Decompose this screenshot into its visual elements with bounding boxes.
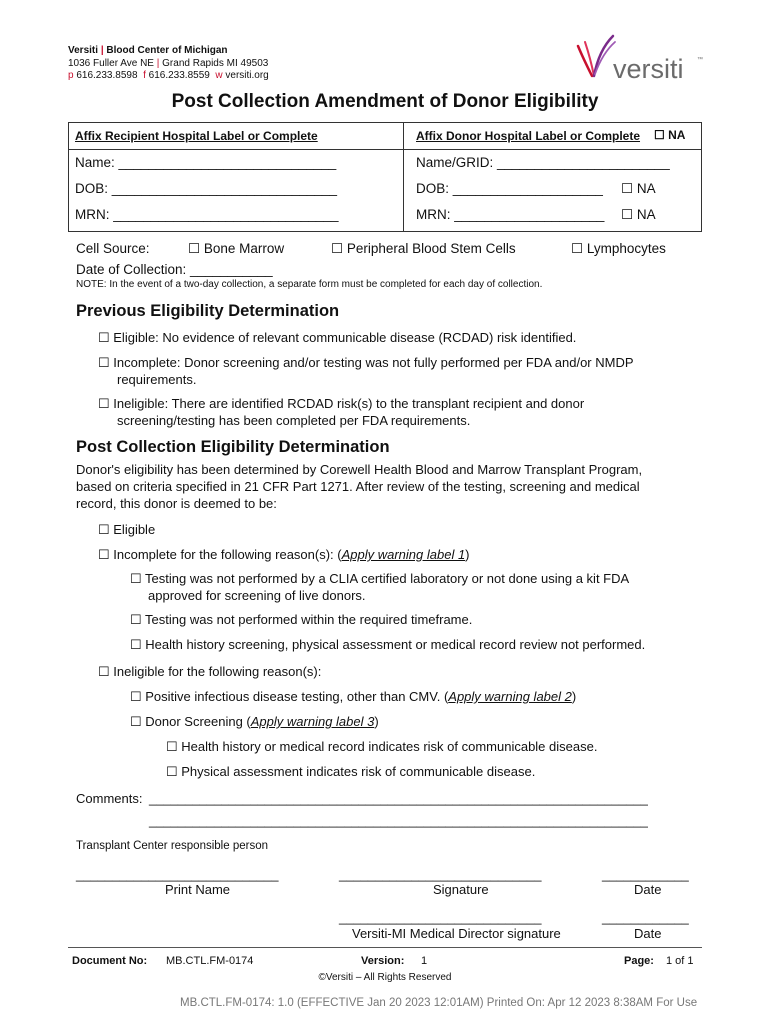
footer-rule — [68, 947, 702, 948]
signature-line[interactable]: ____________________________ — [339, 867, 542, 882]
post-intro-line-2: based on criteria specified in 21 CFR Part 1271. After review of the testing, screening and medical — [76, 479, 640, 494]
director-signature-line[interactable]: ____________________________ — [339, 910, 542, 925]
website: versiti.org — [225, 70, 269, 81]
org-line — [68, 45, 269, 58]
warning-label-3-link[interactable]: Apply warning label 3 — [250, 714, 375, 729]
org-name: Versiti — [68, 45, 99, 56]
inc-clia-checkbox[interactable]: ☐ Testing was not performed by a CLIA certified laboratory or not done using a kit FDA — [130, 571, 630, 586]
inc-history-checkbox[interactable]: ☐ Health history screening, physical assessment or medical record review not performed. — [130, 637, 646, 652]
post-ineligible-checkbox[interactable]: ☐ Ineligible for the following reason(s): — [98, 664, 322, 679]
recipient-box-heading: Affix Recipient Hospital Label or Complete — [75, 129, 318, 143]
warning-label-1-link[interactable]: Apply warning label 1 — [341, 547, 466, 562]
document-no-label: Document No: — [72, 955, 148, 967]
donor-box-heading: Affix Donor Hospital Label or Complete — [416, 129, 641, 143]
warning-label-2-link[interactable]: Apply warning label 2 — [448, 689, 572, 704]
date-label: Date — [634, 882, 662, 897]
comments-line-2[interactable]: _____________________________________________________________________ — [149, 813, 648, 828]
pbsc-checkbox[interactable]: ☐ Peripheral Blood Stem Cells — [331, 241, 516, 256]
date-of-collection-field[interactable]: Date of Collection: ___________ — [76, 262, 273, 277]
prev-eligible-checkbox[interactable]: ☐ Eligible: No evidence of relevant communicable disease (RCDAD) risk identified. — [98, 330, 577, 345]
previous-eligibility-heading: Previous Eligibility Determination — [76, 302, 340, 320]
web-prefix: w — [215, 70, 223, 81]
contact-line — [68, 70, 269, 83]
form-title: Post Collection Amendment of Donor Eligibility — [171, 91, 599, 112]
address-city: Grand Rapids MI 49503 — [162, 57, 269, 69]
address-line — [68, 58, 269, 71]
date-line[interactable]: ____________ — [602, 867, 689, 882]
two-day-note: NOTE: In the event of a two-day collection, a separate form must be completed for each day of collection. — [76, 279, 543, 290]
responsible-person-label: Transplant Center responsible person — [76, 840, 268, 852]
post-intro-line-1: Donor's eligibility has been determined by Corewell Health Blood and Marrow Transplant Program, — [76, 462, 643, 477]
signature-label: Signature — [433, 882, 489, 897]
cell-source-label: Cell Source: — [76, 241, 150, 256]
fax-number: 616.233.8559 — [148, 70, 210, 81]
version-label: Version: — [361, 955, 405, 967]
post-eligible-checkbox[interactable]: ☐ Eligible — [98, 522, 156, 537]
post-intro-line-3: record, this donor is deemed to be: — [76, 496, 277, 511]
donor-dob-na-checkbox[interactable]: ☐ NA — [621, 181, 656, 196]
donor-dob-field[interactable]: DOB: ____________________ — [416, 181, 603, 196]
print-name-line[interactable]: ____________________________ — [76, 867, 279, 882]
inc-clia-cont: approved for screening of live donors. — [148, 588, 366, 603]
logo-wordmark: versiti — [613, 54, 684, 84]
inel-physical-checkbox[interactable]: ☐ Physical assessment indicates risk of communicable disease. — [166, 764, 536, 779]
inel-screening-row[interactable] — [130, 713, 379, 730]
print-stamp: MB.CTL.FM-0174: 1.0 (EFFECTIVE Jan 20 2023 12:01AM) Printed On: Apr 12 2023 8:38AM For Use — [180, 997, 698, 1009]
post-eligibility-heading: Post Collection Eligibility Determination — [76, 438, 390, 456]
director-signature-label: Versiti-MI Medical Director signature — [352, 926, 561, 941]
paren-close: ) — [374, 714, 379, 729]
versiti-logo — [573, 30, 703, 90]
donor-mrn-field[interactable]: MRN: ____________________ — [416, 207, 605, 222]
org-header — [68, 45, 269, 83]
org-sub: Blood Center of Michigan — [106, 45, 228, 56]
phone-number: 616.233.8598 — [76, 70, 138, 81]
paren-close: ) — [465, 547, 470, 562]
recipient-name-field[interactable]: Name: _____________________________ — [75, 155, 337, 170]
post-incomplete-row[interactable] — [98, 546, 470, 563]
org-separator: | — [100, 45, 104, 56]
bone-marrow-checkbox[interactable]: ☐ Bone Marrow — [188, 241, 285, 256]
inel-positive-checkbox[interactable]: ☐ Positive infectious disease testing, other than CMV. ( — [130, 689, 449, 704]
inel-history-checkbox[interactable]: ☐ Health history or medical record indicates risk of communicable disease. — [166, 739, 598, 754]
phone-prefix: p — [68, 70, 74, 81]
document-no-value: MB.CTL.FM-0174 — [166, 955, 254, 967]
version-value: 1 — [421, 955, 428, 967]
logo-trademark: ™ — [697, 57, 703, 63]
address-separator: | — [156, 57, 160, 69]
inel-positive-row[interactable] — [130, 688, 576, 705]
donor-mrn-na-checkbox[interactable]: ☐ NA — [621, 207, 656, 222]
recipient-mrn-field[interactable]: MRN: ______________________________ — [75, 207, 339, 222]
page-value: 1 of 1 — [666, 955, 694, 967]
comments-label: Comments: — [76, 791, 143, 806]
page-label: Page: — [624, 955, 654, 967]
prev-incomplete-checkbox[interactable]: ☐ Incomplete: Donor screening and/or testing was not fully performed per FDA and/or NMDP — [98, 355, 634, 370]
box-header-rule — [69, 149, 701, 150]
copyright: ©Versiti – All Rights Reserved — [318, 972, 452, 983]
prev-ineligible-checkbox[interactable]: ☐ Ineligible: There are identified RCDAD risk(s) to the transplant recipient and donor — [98, 396, 585, 411]
inel-screening-checkbox[interactable]: ☐ Donor Screening ( — [130, 714, 251, 729]
fax-prefix: f — [143, 70, 146, 81]
post-incomplete-checkbox[interactable]: ☐ Incomplete for the following reason(s): ( — [98, 547, 342, 562]
address-street: 1036 Fuller Ave NE — [68, 57, 154, 69]
box-divider — [403, 123, 404, 231]
donor-label-na-checkbox[interactable]: ☐ NA — [654, 128, 686, 142]
prev-incomplete-cont: requirements. — [117, 372, 197, 387]
print-name-label: Print Name — [165, 882, 231, 897]
comments-line-1[interactable]: _____________________________________________________________________ — [149, 791, 648, 806]
recipient-dob-field[interactable]: DOB: ______________________________ — [75, 181, 337, 196]
director-date-label: Date — [634, 926, 662, 941]
donor-name-grid-field[interactable]: Name/GRID: _______________________ — [416, 155, 670, 170]
inc-timeframe-checkbox[interactable]: ☐ Testing was not performed within the required timeframe. — [130, 612, 473, 627]
paren-close: ) — [571, 689, 577, 704]
director-date-line[interactable]: ____________ — [602, 910, 689, 925]
lymphocytes-checkbox[interactable]: ☐ Lymphocytes — [571, 241, 666, 256]
prev-ineligible-cont: screening/testing has been completed per FDA requirements. — [117, 413, 471, 428]
